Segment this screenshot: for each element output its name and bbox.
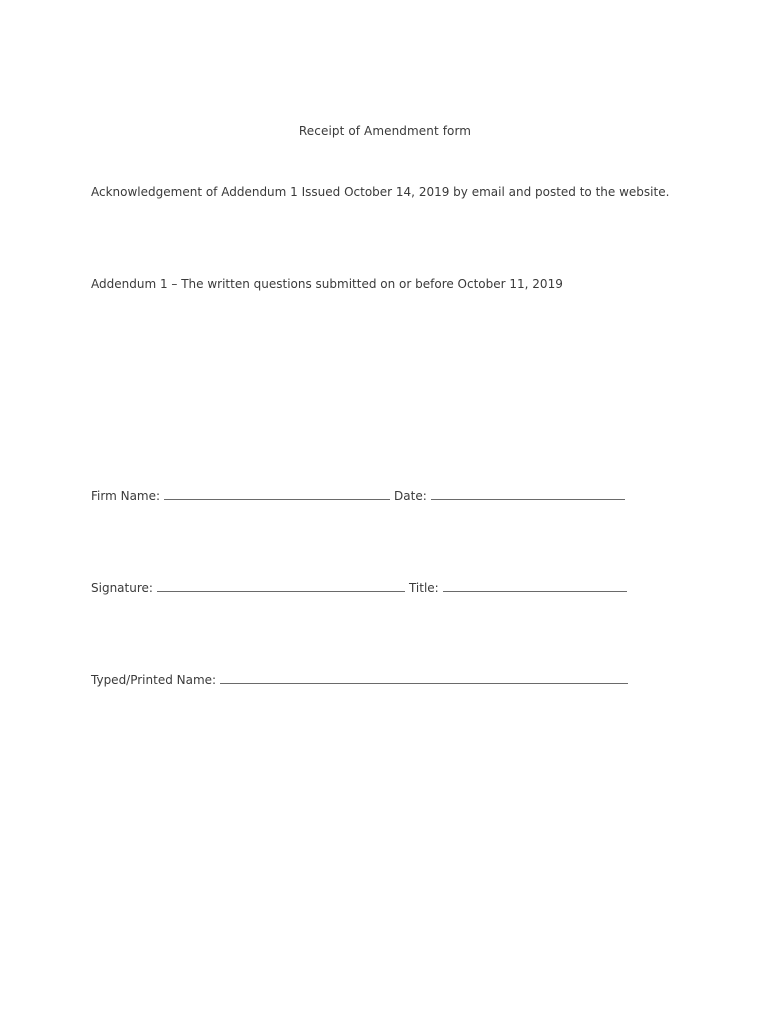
firm-name-field[interactable] [164,487,390,500]
page-title: Receipt of Amendment form [298,124,472,138]
signature-label: Signature: [91,581,153,595]
typed-name-label: Typed/Printed Name: [91,673,217,687]
typed-name-row [91,673,632,687]
date-field[interactable] [431,487,625,500]
addendum-text: Addendum 1 – The written questions submitted on or before October 11, 2019 [91,277,563,291]
date-label: Date: [394,489,427,503]
firm-name-label: Firm Name: [91,489,161,503]
firm-date-row [91,489,629,503]
title-label: Title: [408,581,439,595]
signature-field[interactable] [157,579,405,592]
signature-title-row [91,581,631,595]
title-field[interactable] [443,579,627,592]
typed-name-field[interactable] [220,671,628,684]
acknowledgement-text: Acknowledgement of Addendum 1 Issued October 14, 2019 by email and posted to the website. [91,185,670,199]
